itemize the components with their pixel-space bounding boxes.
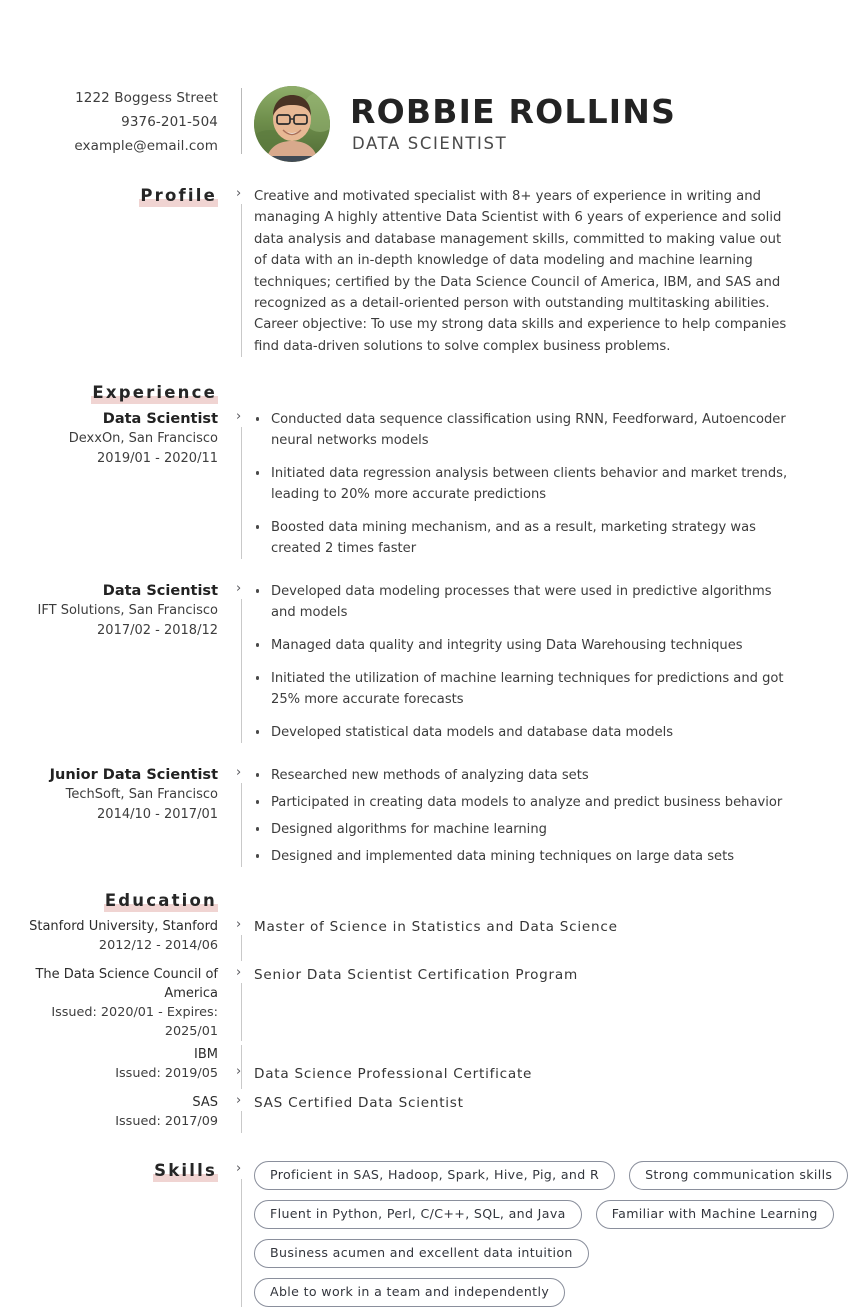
education-degree-cell [254,917,850,937]
experience-meta [0,409,232,469]
vertical-rule [241,427,242,559]
profile-heading-cell [0,186,232,206]
education-gutter [232,965,254,1041]
experience-company: DexxOn, San Francisco [68,431,218,447]
education-meta [0,965,232,1041]
education-institution: Stanford University, Stanford [29,919,218,935]
contact-address: 1222 Boggess Street [75,90,218,106]
education-degree-cell [254,965,850,985]
list-item: Developed statistical data models and database data models [254,722,790,743]
experience-dates: 2019/01 - 2020/11 [97,451,218,467]
section-heading-experience: Experience [92,383,217,403]
education-item [0,965,850,1041]
resume-header [0,0,850,162]
experience-meta [0,581,232,641]
skills-gutter [232,1161,254,1307]
section-heading-profile: Profile [140,186,217,205]
list-item: Initiated the utilization of machine learning techniques for predictions and got 25% more accurate forecasts [254,668,790,710]
skill-tag[interactable]: Strong communication skills [629,1161,848,1190]
experience-title: Data Scientist [102,411,218,428]
vertical-rule [241,783,242,867]
list-item: Managed data quality and integrity using Data Warehousing techniques [254,635,790,656]
education-institution: The Data Science Council of America [35,967,218,1002]
profile-gutter [232,186,254,357]
education-item [0,1093,850,1133]
experience-item [0,409,850,559]
education-institution: IBM [194,1047,218,1063]
education-degree: SAS Certified Data Scientist [254,1095,464,1112]
contact-block [0,86,232,158]
education-dates: 2012/12 - 2014/06 [98,938,218,954]
section-heading-skills: Skills [154,1161,217,1181]
experience-heading-cell [0,383,232,403]
skill-tag[interactable]: Proficient in SAS, Hadoop, Spark, Hive, Pig, and R [254,1161,615,1190]
skill-tag[interactable]: Business acumen and excellent data intuition [254,1239,589,1268]
vertical-rule [241,204,242,357]
education-meta [0,1045,232,1083]
list-item: Boosted data mining mechanism, and as a result, marketing strategy was created 2 times faster [254,517,790,559]
education-dates: Issued: 2020/01 - Expires: 2025/01 [51,1005,218,1040]
section-experience-heading [0,383,850,403]
vertical-rule [241,1045,242,1089]
experience-bullets [254,581,850,743]
education-dates: Issued: 2017/09 [115,1114,218,1130]
section-profile [0,186,850,357]
avatar [254,86,330,162]
education-degree: Master of Science in Statistics and Data Science [254,919,618,936]
chevron-right-icon: › [236,765,242,781]
education-heading-cell [0,891,232,911]
experience-dates: 2014/10 - 2017/01 [97,807,218,823]
skill-tag[interactable]: Familiar with Machine Learning [596,1200,834,1229]
experience-title: Junior Data Scientist [49,767,218,784]
vertical-rule [241,88,242,154]
vertical-rule [241,1179,242,1307]
education-item [0,1045,850,1089]
section-skills [0,1161,850,1307]
spacer [232,383,254,403]
experience-gutter [232,581,254,743]
skills-row [254,1278,848,1307]
experience-bullets [254,765,850,867]
chevron-right-icon: › [236,1064,242,1080]
list-item: Designed and implemented data mining techniques on large data sets [254,846,790,867]
education-gutter [232,1045,254,1089]
education-degree-cell [254,1093,850,1113]
job-title: DATA SCIENTIST [352,134,508,153]
education-meta [0,1093,232,1131]
experience-company: IFT Solutions, San Francisco [37,603,218,619]
profile-paragraph: Creative and motivated specialist with 8+ years of experience in writing and managing A highly attentive Data Scientist with 6 years of experience and solid data analysis and database management skills, committed to making value out of data with an in-depth knowledge of data modeling and machine learning techniques; certified by the Data Science Council of America, IBM, and SAS and recognized as a detail-oriented person with outstanding multitasking abilities. [254,189,782,312]
list-item: Researched new methods of analyzing data sets [254,765,790,786]
experience-title: Data Scientist [102,583,218,600]
header-divider [232,86,254,162]
education-gutter [232,1093,254,1133]
contact-email[interactable]: example@email.com [74,138,218,154]
spacer [232,891,254,911]
profile-body [254,186,850,357]
skills-row [254,1161,848,1190]
identity-block [254,86,850,162]
profile-objective: Career objective: To use my strong data skills and experience to help companies find data-driven solutions to solve complex business problems. [254,317,787,354]
skills-heading-cell [0,1161,232,1181]
section-heading-education: Education [104,891,217,911]
chevron-right-icon: › [236,409,242,425]
contact-phone[interactable]: 9376-201-504 [121,114,218,130]
vertical-rule [241,599,242,743]
vertical-rule [241,983,242,1041]
page-title: ROBBIE ROLLINS [350,92,677,131]
name-and-title [350,93,676,155]
skill-tag[interactable]: Able to work in a team and independently [254,1278,565,1307]
experience-dates: 2017/02 - 2018/12 [97,623,218,639]
experience-meta [0,765,232,825]
chevron-right-icon: › [236,965,242,981]
experience-item [0,581,850,743]
skills-row [254,1200,848,1229]
chevron-right-icon: › [236,1093,242,1109]
vertical-rule [241,1111,242,1133]
list-item: Designed algorithms for machine learning [254,819,790,840]
chevron-right-icon: › [236,1161,242,1177]
experience-gutter [232,409,254,559]
experience-company: TechSoft, San Francisco [65,787,218,803]
education-degree: Data Science Professional Certificate [254,1066,533,1083]
skills-list [254,1161,850,1307]
education-gutter [232,917,254,961]
education-meta [0,917,232,955]
list-item: Participated in creating data models to analyze and predict business behavior [254,792,790,813]
list-item: Developed data modeling processes that were used in predictive algorithms and models [254,581,790,623]
education-institution: SAS [192,1095,218,1111]
education-dates: Issued: 2019/05 [115,1066,218,1082]
list-item: Conducted data sequence classification using RNN, Feedforward, Autoencoder neural networks models [254,409,790,451]
education-degree-cell [254,1045,850,1084]
chevron-right-icon: › [236,581,242,597]
education-item [0,917,850,961]
chevron-right-icon: › [236,917,242,933]
chevron-right-icon: › [236,186,242,201]
section-education-heading [0,891,850,911]
list-item: Initiated data regression analysis between clients behavior and market trends, leading to 20% more accurate predictions [254,463,790,505]
skill-tag[interactable]: Fluent in Python, Perl, C/C++, SQL, and Java [254,1200,582,1229]
experience-gutter [232,765,254,867]
education-degree: Senior Data Scientist Certification Program [254,967,578,984]
experience-bullets [254,409,850,559]
vertical-rule [241,935,242,961]
skills-row [254,1239,848,1268]
experience-item [0,765,850,867]
